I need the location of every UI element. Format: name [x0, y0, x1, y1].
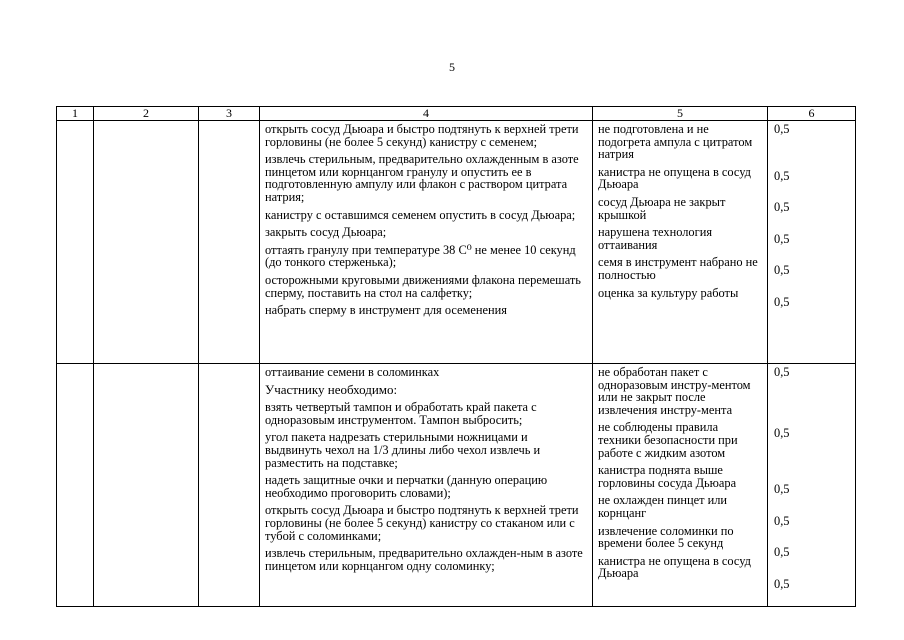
score-text: 0,5 — [774, 263, 790, 278]
error-text: не охлажден пинцет или корнцанг — [598, 493, 728, 520]
scores-cell — [768, 121, 856, 364]
scores-cell — [768, 364, 856, 607]
score-text: 0,5 — [774, 482, 790, 497]
column-header: 2 — [94, 107, 199, 121]
error-text: не обработан пакет с одноразовым инстру-ментом или не закрыт после извлечения инстру-мента — [598, 365, 751, 417]
action-text: закрыть сосуд Дьюара; — [265, 225, 387, 240]
page-number: 5 — [449, 60, 455, 74]
actions-cell — [260, 121, 593, 364]
errors-cell — [593, 364, 768, 607]
error-text: семя в инструмент набрано не полностью — [598, 255, 758, 282]
score-text: 0,5 — [774, 294, 790, 309]
error-text: оценка за культуру работы — [598, 285, 739, 300]
cell-col3 — [199, 364, 260, 607]
action-text: надеть защитные очки и перчатки (данную операцию необходимо проговорить словами); — [265, 473, 548, 500]
table-header-row — [57, 107, 856, 121]
score-text: 0,5 — [774, 545, 790, 560]
error-text: не соблюдены правила техники безопасности при работе с жидким азотом — [598, 420, 738, 460]
error-text: канистра не опущена в сосуд Дьюара — [598, 553, 751, 581]
score-text: 0,5 — [774, 168, 790, 183]
error-text: канистра не опущена в сосуд Дьюара — [598, 164, 751, 192]
actions-cell — [260, 364, 593, 607]
column-header: 3 — [199, 107, 260, 121]
column-header: 1 — [57, 107, 94, 121]
cell-col1 — [57, 121, 94, 364]
cell-col3 — [199, 121, 260, 364]
action-text: набрать сперму в инструмент для осеменения — [265, 303, 507, 318]
score-text: 0,5 — [774, 576, 790, 591]
cell-col2 — [94, 121, 199, 364]
action-text: канистру с оставшимся семенем опустить в сосуд Дьюара; — [265, 207, 576, 222]
column-header: 6 — [768, 107, 856, 121]
score-text: 0,5 — [774, 231, 790, 246]
action-text: осторожными круговыми движениями флакона перемешать сперму, поставить на стол на салфетку; — [265, 272, 581, 300]
table-row — [57, 121, 856, 364]
action-text: открыть сосуд Дьюара и быстро подтянуть к верхней трети горловины (не более 5 секунд) канистру со стаканом или с тубой с соломинками; — [265, 503, 579, 543]
error-text: канистра поднята выше горловины сосуда Дьюара — [598, 463, 737, 490]
score-text: 0,5 — [774, 200, 790, 215]
score-text: 0,5 — [774, 513, 790, 528]
column-header: 5 — [593, 107, 768, 121]
score-text: 0,5 — [774, 425, 790, 440]
errors-cell — [593, 121, 768, 364]
action-text: извлечь стерильным, предварительно охлажденным в азоте пинцетом или корнцангом гранулу и опустить ее в подготовленную ампулу или флакон с раствором цитрата натрия; — [265, 152, 579, 204]
error-text: не подготовлена и не подогрета ампула с цитратом натрия — [598, 122, 753, 162]
error-text: нарушена технология оттаивания — [598, 225, 713, 252]
table-row — [57, 364, 856, 607]
score-text: 0,5 — [774, 365, 790, 379]
assessment-table — [56, 106, 856, 607]
cell-col2 — [94, 364, 199, 607]
score-text: 0,5 — [774, 122, 790, 136]
action-text: открыть сосуд Дьюара и быстро подтянуть к верхней трети горловины (не более 5 секунд) канистру с семенем; — [265, 122, 579, 149]
error-text: сосуд Дьюара не закрыт крышкой — [598, 194, 726, 222]
action-text: взять четвертый тампон и обработать край пакета с одноразовым инструментом. Тампон выбросить; — [265, 400, 537, 427]
column-header: 4 — [260, 107, 593, 121]
cell-col1 — [57, 364, 94, 607]
action-text: угол пакета надрезать стерильными ножницами и выдвинуть чехол на 1/3 длины либо чехол извлечь и разместить на подставке; — [265, 430, 541, 470]
action-text: оттаивание семени в соломинках — [265, 365, 440, 379]
action-text: оттаять гранулу при температуре 38 C⁰ не менее 10 секунд (до тонкого стерженька); — [265, 242, 576, 270]
action-text: извлечь стерильным, предварительно охлажден-ным в азоте пинцетом или корнцангом одну соломинку; — [265, 546, 583, 573]
error-text: извлечение соломинки по времени более 5 секунд — [598, 523, 734, 551]
action-text: Участнику необходимо: — [265, 381, 398, 397]
